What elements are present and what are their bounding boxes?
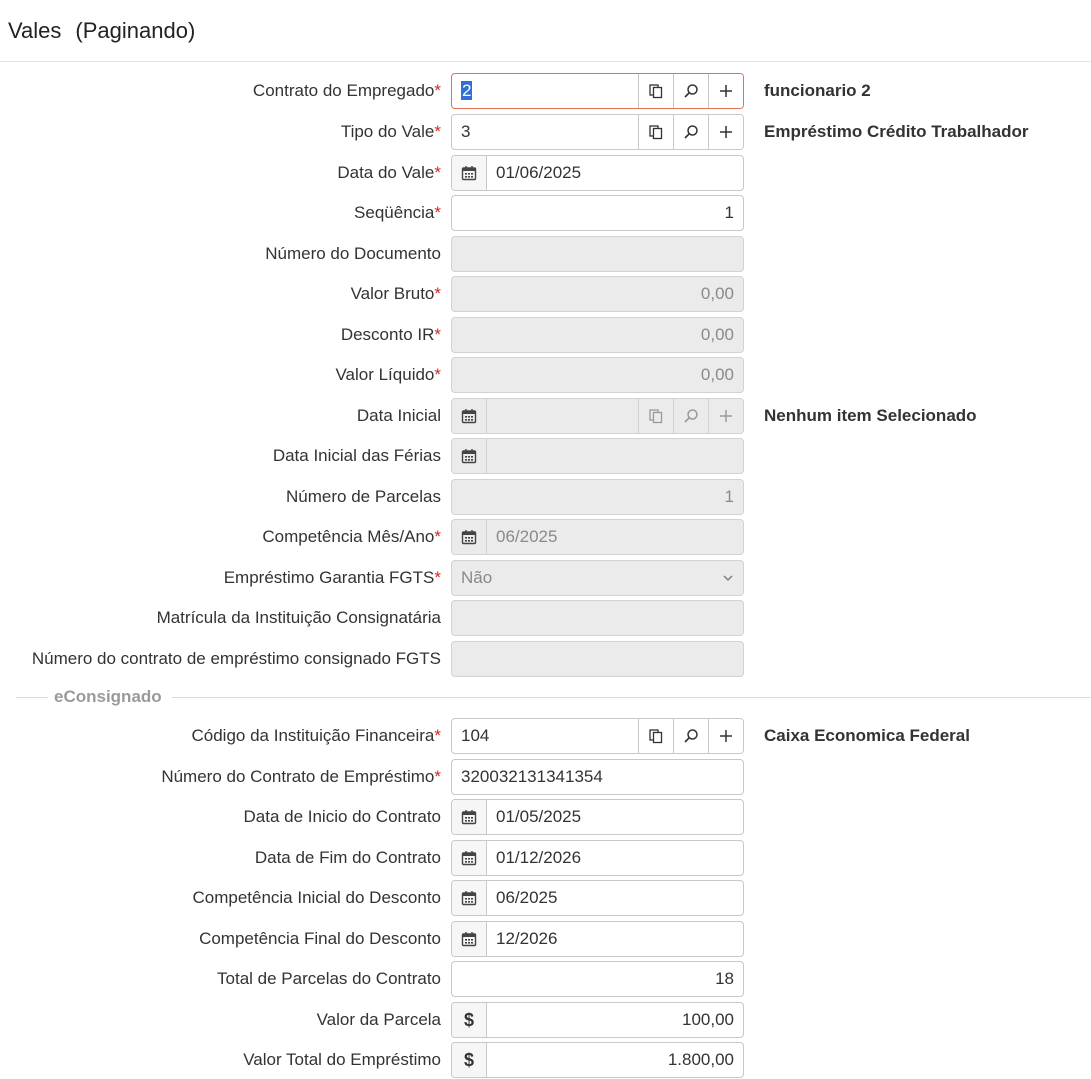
label-competencia-inicial: Competência Inicial do Desconto [192,888,441,907]
row-valor-total [0,1042,1091,1078]
copy-button[interactable] [638,719,673,753]
calendar-icon [461,890,477,906]
label-contrato-empregado: Contrato do Empregado* [252,81,441,100]
numero-documento-field [451,236,744,272]
data-inicial-ferias-field [451,438,744,474]
search-icon [683,408,699,424]
row-valor-parcela [0,1002,1091,1038]
numero-contrato-emprestimo-field[interactable] [451,759,744,795]
label-valor-total: Valor Total do Empréstimo [243,1050,441,1069]
label-valor-parcela: Valor da Parcela [316,1010,441,1029]
row-data-inicio-contrato [0,799,1091,835]
sequencia-input[interactable]: 1 [724,203,734,222]
label-desconto-ir: Desconto IR* [340,325,441,344]
row-numero-contrato-emprestimo [0,759,1091,795]
total-parcelas-input[interactable]: 18 [715,969,734,988]
calendar-icon [461,408,477,424]
label-total-parcelas: Total de Parcelas do Contrato [217,969,441,988]
add-button[interactable] [708,115,743,149]
label-codigo-instituicao: Código da Instituição Financeira* [191,726,441,745]
calendar-icon [461,809,477,825]
search-button[interactable] [673,74,708,108]
desconto-ir-input: 0,00 [700,325,734,344]
label-data-vale: Data do Vale* [337,163,441,182]
desconto-ir-field [451,317,744,353]
row-emprestimo-fgts [0,560,1091,596]
valor-liquido-input: 0,00 [700,365,734,384]
row-valor-bruto [0,276,1091,312]
numero-documento-input [452,237,743,271]
sequencia-field[interactable] [451,195,744,231]
row-tipo-vale [0,114,1091,150]
row-competencia-inicial [0,880,1091,916]
row-numero-documento [0,236,1091,272]
calendar-icon [461,448,477,464]
page-mode: (Paginando) [75,18,196,43]
label-valor-bruto: Valor Bruto* [350,284,441,303]
data-vale-field[interactable] [451,155,744,191]
add-button [708,399,743,433]
label-sequencia: Seqüência* [354,203,441,222]
chevron-down-icon [713,561,743,595]
add-button[interactable] [708,719,743,753]
competencia-final-field[interactable] [451,921,744,957]
calendar-icon [461,931,477,947]
label-tipo-vale: Tipo do Vale* [340,122,441,141]
label-competencia: Competência Mês/Ano* [262,527,441,546]
valor-total-input[interactable]: 1.800,00 [667,1050,734,1069]
search-icon [683,124,699,140]
label-emprestimo-fgts: Empréstimo Garantia FGTS* [223,568,441,587]
label-data-inicio-contrato: Data de Inicio do Contrato [243,807,441,826]
calendar-button [452,399,487,433]
copy-icon [648,408,664,424]
label-data-fim-contrato: Data de Fim do Contrato [254,848,441,867]
valor-bruto-input: 0,00 [700,284,734,303]
data-inicial-ferias-input [487,439,743,473]
calendar-button[interactable] [452,841,487,875]
copy-icon [648,83,664,99]
econsignado-legend: eConsignado [54,687,162,706]
label-numero-contrato-fgts: Número do contrato de empréstimo consignado FGTS [31,649,441,668]
row-data-inicial [0,398,1091,434]
label-matricula-instituicao: Matrícula da Instituição Consignatária [156,608,441,627]
calendar-icon [461,850,477,866]
plus-icon [718,124,734,140]
row-desconto-ir [0,317,1091,353]
label-competencia-final: Competência Final do Desconto [199,929,441,948]
plus-icon [718,728,734,744]
row-competencia-final [0,921,1091,957]
search-button[interactable] [673,719,708,753]
row-contrato-empregado [0,73,1091,109]
dollar-icon: $ [452,1043,487,1077]
contrato-empregado-field[interactable] [451,73,744,109]
label-numero-parcelas: Número de Parcelas [286,487,441,506]
row-total-parcelas [0,961,1091,997]
competencia-inicial-field[interactable] [451,880,744,916]
data-fim-contrato-field[interactable] [451,840,744,876]
competencia-final-input[interactable]: 12/2026 [496,929,558,948]
copy-icon [648,728,664,744]
data-inicial-input [487,399,638,433]
codigo-instituicao-description: Caixa Economica Federal [764,726,970,745]
data-inicio-contrato-field[interactable] [451,799,744,835]
copy-button[interactable] [638,115,673,149]
label-numero-documento: Número do Documento [265,244,441,263]
valor-parcela-input[interactable]: 100,00 [682,1010,734,1029]
numero-parcelas-input: 1 [724,487,734,506]
calendar-button[interactable] [452,156,487,190]
valor-total-field[interactable] [451,1042,744,1078]
row-codigo-instituicao [0,718,1091,754]
matricula-instituicao-input [452,601,743,635]
plus-icon [718,408,734,424]
dollar-icon: $ [452,1003,487,1037]
tipo-vale-input[interactable]: 3 [461,122,471,141]
competencia-field [451,519,744,555]
numero-contrato-fgts-field [451,641,744,677]
section-divider-left [16,697,48,698]
row-numero-parcelas [0,479,1091,515]
numero-contrato-fgts-input [452,642,743,676]
econsignado-section-header [0,686,1091,708]
row-competencia [0,519,1091,555]
row-matricula-instituicao [0,600,1091,636]
calendar-button [452,439,487,473]
codigo-instituicao-input[interactable]: 104 [461,726,490,745]
search-button [673,399,708,433]
copy-button[interactable] [638,74,673,108]
row-data-vale [0,155,1091,191]
calendar-button [452,520,487,554]
valor-bruto-field [451,276,744,312]
copy-button [638,399,673,433]
plus-icon [718,83,734,99]
add-button[interactable] [708,74,743,108]
calendar-button[interactable] [452,922,487,956]
copy-icon [648,124,664,140]
row-data-inicial-ferias [0,438,1091,474]
label-data-inicial-ferias: Data Inicial das Férias [272,446,441,465]
emprestimo-fgts-select [451,560,744,596]
tipo-vale-field[interactable] [451,114,744,150]
matricula-instituicao-field [451,600,744,636]
calendar-icon [461,529,477,545]
section-divider-right [172,697,1091,698]
competencia-inicial-input[interactable]: 06/2025 [496,888,558,907]
contrato-empregado-description: funcionario 2 [764,81,871,100]
row-numero-contrato-fgts [0,641,1091,677]
total-parcelas-field[interactable] [451,961,744,997]
competencia-input: 06/2025 [496,527,558,546]
codigo-instituicao-field[interactable] [451,718,744,754]
data-inicial-description: Nenhum item Selecionado [764,406,977,425]
label-valor-liquido: Valor Líquido* [335,365,441,384]
contrato-empregado-input[interactable]: 2 [462,81,472,100]
page-header [0,0,1091,62]
calendar-button[interactable] [452,881,487,915]
row-data-fim-contrato [0,840,1091,876]
search-button[interactable] [673,115,708,149]
numero-contrato-emprestimo-input[interactable]: 320032131341354 [461,767,603,786]
valor-parcela-field[interactable] [451,1002,744,1038]
label-numero-contrato-emprestimo: Número do Contrato de Empréstimo* [161,767,441,786]
emprestimo-fgts-value: Não [461,568,493,587]
search-icon [683,728,699,744]
valor-liquido-field [451,357,744,393]
page-title-text: Vales [8,18,62,43]
row-valor-liquido [0,357,1091,393]
label-data-inicial: Data Inicial [356,406,441,425]
numero-parcelas-field [451,479,744,515]
page-title [8,18,195,44]
tipo-vale-description: Empréstimo Crédito Trabalhador [764,122,1029,141]
data-vale-input[interactable]: 01/06/2025 [496,163,582,182]
calendar-icon [461,165,477,181]
calendar-button[interactable] [452,800,487,834]
data-inicio-contrato-input[interactable]: 01/05/2025 [496,807,582,826]
search-icon [683,83,699,99]
data-fim-contrato-input[interactable]: 01/12/2026 [496,848,582,867]
data-inicial-field [451,398,744,434]
row-sequencia [0,195,1091,231]
